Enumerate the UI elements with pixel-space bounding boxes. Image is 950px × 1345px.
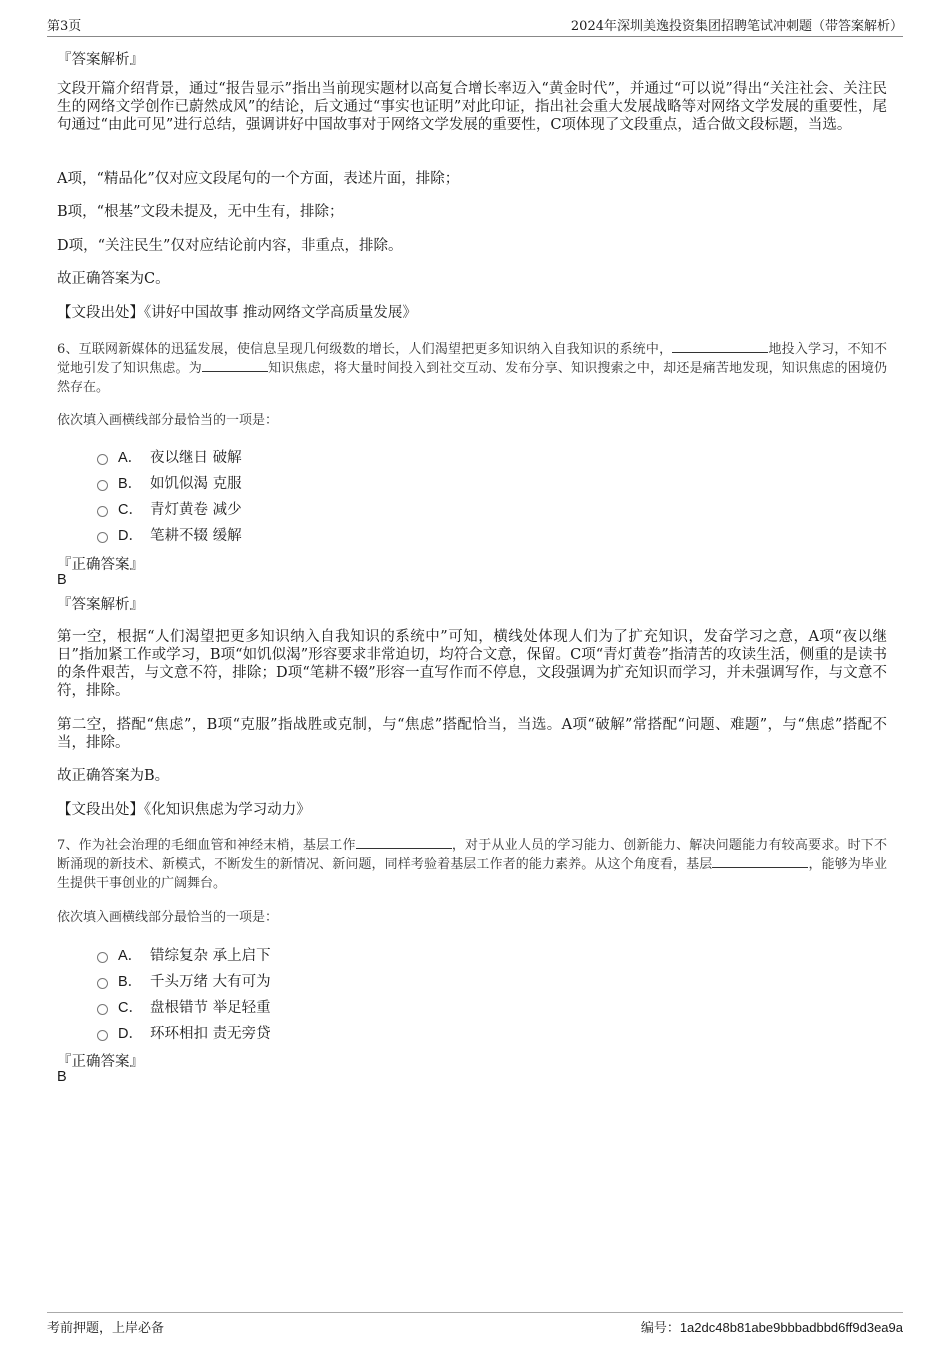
fill-blank-2 <box>202 359 268 372</box>
page-number: 第3页 <box>47 19 82 34</box>
analysis-label: 『答案解析』 <box>57 597 144 613</box>
question-7-option-c[interactable]: C． 盘根错节 举足轻重 <box>97 996 271 1016</box>
question-7-option-b[interactable]: B． 千头万绪 大有可为 <box>97 970 271 990</box>
radio-icon[interactable] <box>97 506 108 517</box>
analysis-label: 『答案解析』 <box>57 52 144 68</box>
question-6-option-c[interactable]: C． 青灯黄卷 减少 <box>97 498 242 518</box>
radio-icon[interactable] <box>97 480 108 491</box>
correct-answer-value: B <box>57 572 67 588</box>
question-6-stem: 6、互联网新媒体的迅猛发展，使信息呈现几何级数的增长，人们渴望把更多知识纳入自我知识的系统中， 地投入学习，不知不觉地引发了知识焦虑。为 知识焦虑，将大量时间投入到社交互动、发布分享、知识搜索之中，却还是痛苦地发现，知识焦虑的困境仍然存在。 <box>57 342 887 395</box>
analysis-line-a: A项，“精品化”仅对应文段尾句的一个方面，表述片面，排除； <box>57 171 460 187</box>
question-6-option-d[interactable]: D． 笔耕不辍 缓解 <box>97 524 242 544</box>
fill-blank-1 <box>356 836 452 849</box>
analysis-conclusion: 故正确答案为C。 <box>57 271 170 287</box>
question-6-option-a[interactable]: A． 夜以继日 破解 <box>97 446 242 466</box>
radio-icon[interactable] <box>97 952 108 963</box>
radio-icon[interactable] <box>97 1004 108 1015</box>
radio-icon[interactable] <box>97 532 108 543</box>
question-7-option-d[interactable]: D． 环环相扣 责无旁贷 <box>97 1022 271 1042</box>
document-title: 2024年深圳美逸投资集团招聘笔试冲刺题（带答案解析） <box>570 19 903 34</box>
analysis-line-b: B项，“根基”文段未提及，无中生有，排除； <box>57 204 344 220</box>
analysis-paragraph-2: 第二空，搭配“焦虑”，B项“克服”指战胜或克制，与“焦虑”搭配恰当，当选。A项“破解”常搭配“问题、难题”，与“焦虑”搭配不当，排除。 <box>57 717 887 751</box>
question-7-stem: 7、作为社会治理的毛细血管和神经末梢，基层工作 ，对于从业人员的学习能力、创新能力、解决问题能力有较高要求。时下不断涌现的新技术、新模式，不断发生的新情况、新问题，同样考验着基层工作者的能力素养。从这个角度看，基层 ，能够为毕业生提供干事创业的广阔舞台。 <box>57 838 887 891</box>
question-7-option-a[interactable]: A． 错综复杂 承上启下 <box>97 944 271 964</box>
fill-blank-1 <box>672 340 768 353</box>
analysis-paragraph-1: 第一空，根据“人们渴望把更多知识纳入自我知识的系统中”可知，横线处体现人们为了扩充知识，发奋学习之意，A项“夜以继日”指加紧工作或学习，B项“如饥似渴”形容要求非常迫切，均符合文意，保留。C项“青灯黄卷”指清苦的攻读生活，侧重的是读书的条件艰苦，与文意不符，排除；D项“笔耕不辍”形容一直写作而不停息，文段强调为扩充知识而学习，并未强调写作，与文意不符，排除。 <box>57 629 887 699</box>
page-footer <box>47 1312 903 1337</box>
analysis-paragraph: 文段开篇介绍背景，通过“报告显示”指出当前现实题材以高复合增长率迈入“黄金时代”，并通过“可以说”得出“关注社会、关注民生的网络文学创作已蔚然成风”的结论，后文通过“事实也证明”对此印证，指出社会重大发展战略等对网络文学发展的重要性，尾句通过“由此可见”进行总结，强调讲好中国故事对于网络文学发展的重要性，C项体现了文段重点，适合做文段标题，当选。 <box>57 81 887 133</box>
correct-answer-label: 『正确答案』 <box>57 557 144 573</box>
radio-icon[interactable] <box>97 454 108 465</box>
correct-answer-label: 『正确答案』 <box>57 1054 144 1070</box>
correct-answer-value: B <box>57 1069 67 1085</box>
source-citation: 【文段出处】《化知识焦虑为学习动力》 <box>57 802 311 818</box>
document-code: 编号：1a2dc48b81abe9bbbadbbd6ff9d3ea9a <box>640 1320 903 1335</box>
question-7-instruction: 依次填入画横线部分最恰当的一项是： <box>57 910 279 925</box>
fill-blank-2 <box>712 855 808 868</box>
question-6-instruction: 依次填入画横线部分最恰当的一项是： <box>57 413 279 428</box>
source-citation: 【文段出处】《讲好中国故事 推动网络文学高质量发展》 <box>57 305 417 321</box>
footer-slogan: 考前押题，上岸必备 <box>47 1321 165 1336</box>
question-6-option-b[interactable]: B． 如饥似渴 克服 <box>97 472 242 492</box>
radio-icon[interactable] <box>97 1030 108 1041</box>
analysis-conclusion: 故正确答案为B。 <box>57 768 170 784</box>
page-header <box>47 14 903 37</box>
analysis-line-d: D项，“关注民生”仅对应结论前内容，非重点，排除。 <box>57 238 403 254</box>
radio-icon[interactable] <box>97 978 108 989</box>
